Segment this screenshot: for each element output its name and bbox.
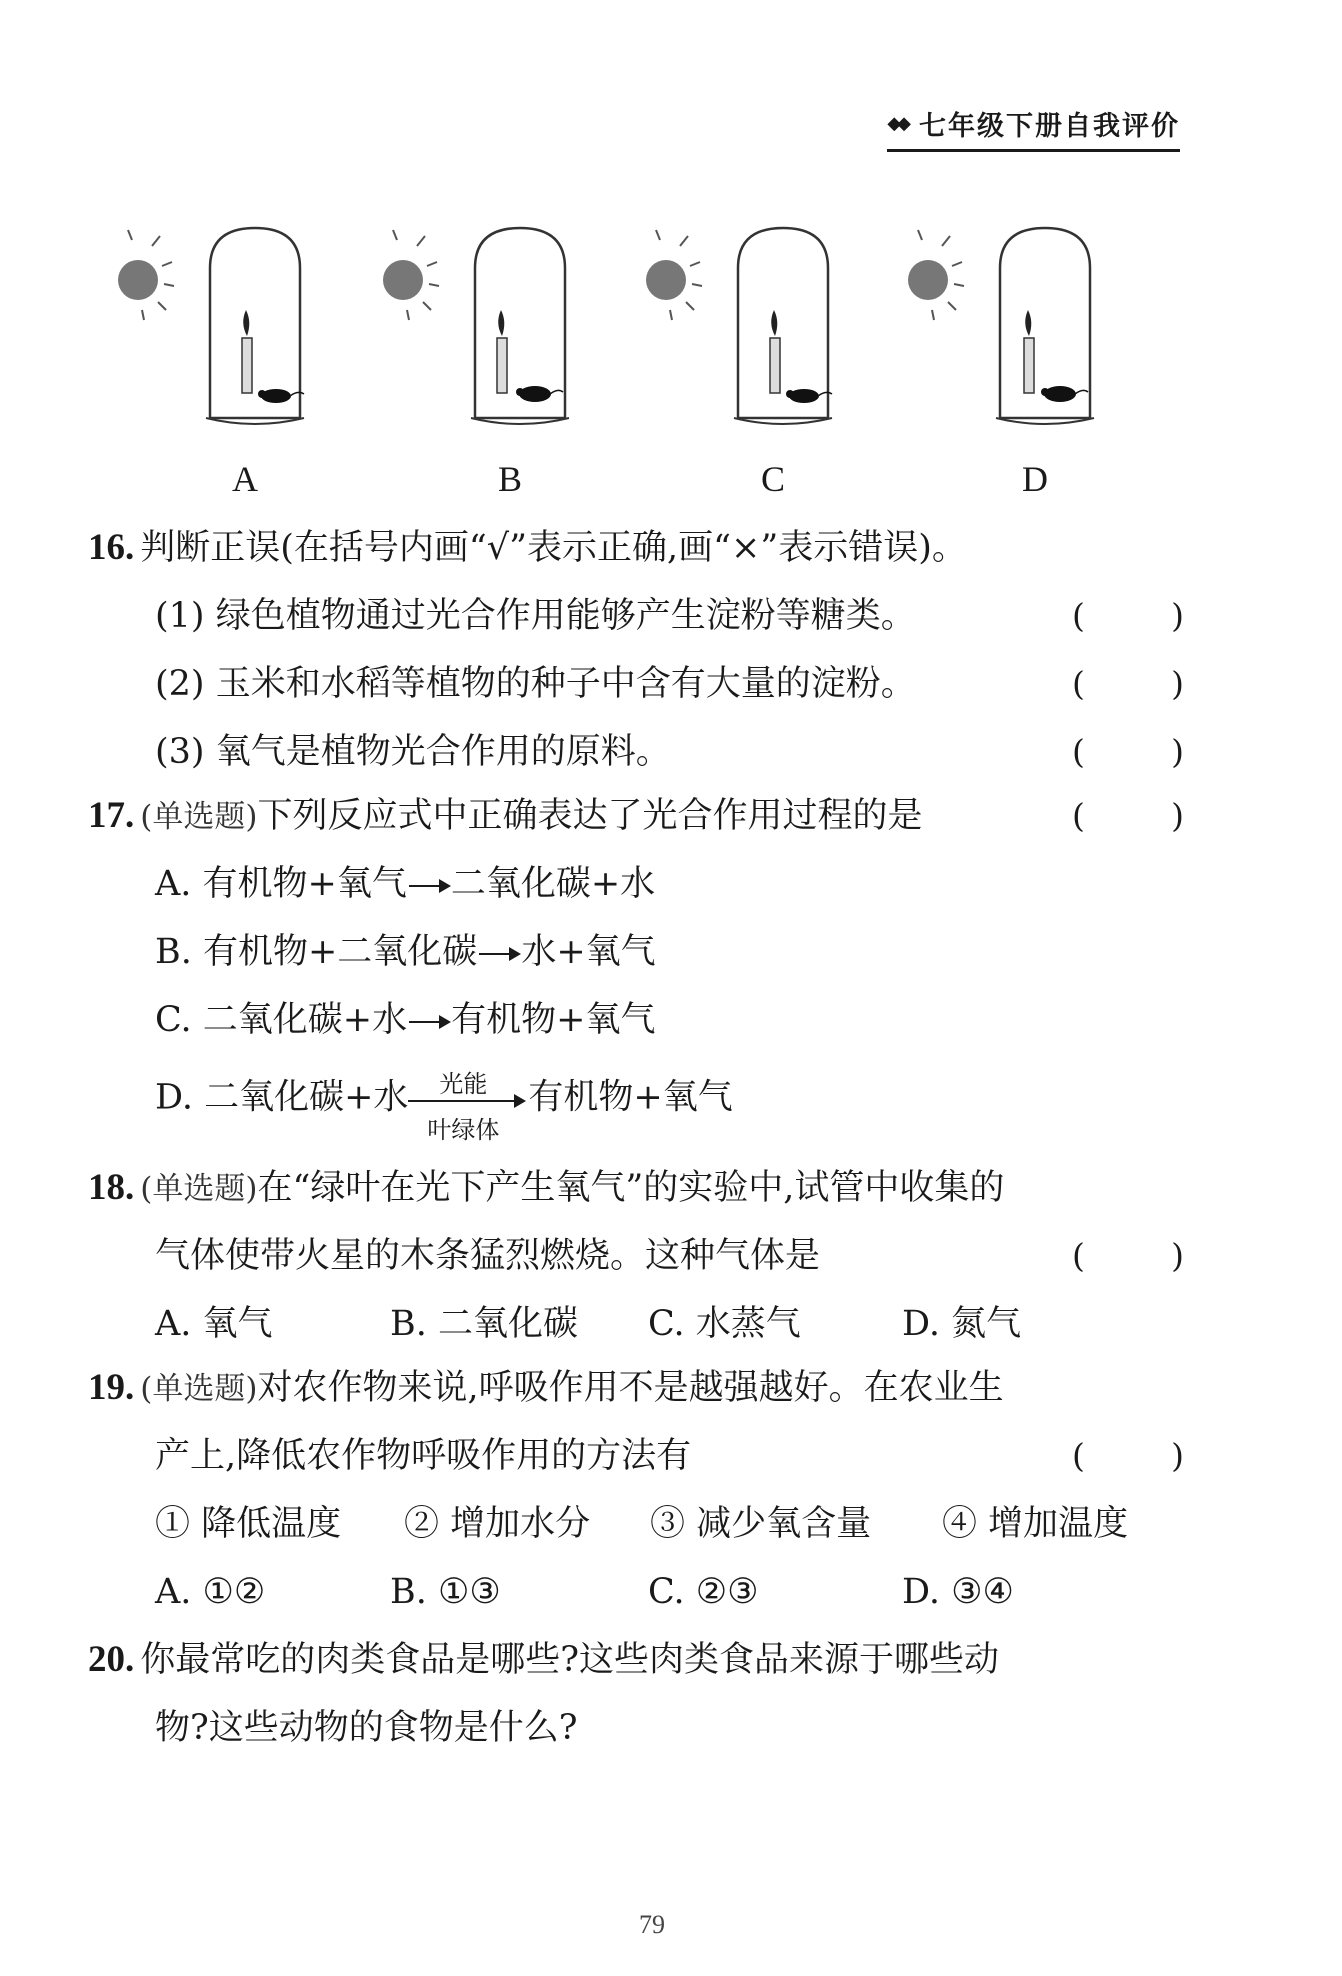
- condition-chloroplast: 叶绿体: [427, 1116, 500, 1144]
- question-stem-continued: 产上,降低农作物呼吸作用的方法有: [155, 1436, 692, 1476]
- question-20: [88, 1640, 999, 1680]
- option-a[interactable]: A. 有机物+氧气 二氧化碳+水: [155, 864, 656, 904]
- bell-jar-illustration: [110, 218, 340, 438]
- experiment-figures: [110, 218, 1190, 508]
- method-4: ④ 增加温度: [942, 1504, 1129, 1544]
- diamond-icon: ◆◆: [887, 113, 907, 134]
- answer-parens[interactable]: ( ): [1072, 796, 1184, 835]
- figure-label-a: A: [232, 459, 258, 499]
- arrow-icon: [409, 885, 449, 887]
- option-d[interactable]: D. 二氧化碳+水 光能 叶绿体 有机物+氧气: [155, 1064, 733, 1134]
- figure-label-b: B: [497, 459, 522, 499]
- question-number: 19.: [88, 1367, 135, 1408]
- condition-light: 光能: [439, 1070, 488, 1098]
- question-17: [88, 796, 922, 837]
- answer-parens[interactable]: ( ): [1072, 1436, 1184, 1475]
- option-c[interactable]: C. ②③: [648, 1572, 759, 1612]
- question-16: [88, 528, 967, 568]
- method-2: ② 增加水分: [404, 1504, 591, 1544]
- answer-parens[interactable]: ( ): [1072, 664, 1184, 703]
- question-type-tag: (单选题): [140, 799, 258, 835]
- question-stem: 在“绿叶在光下产生氧气”的实验中,试管中收集的: [257, 1168, 1005, 1208]
- question-number: 16.: [88, 527, 135, 568]
- bell-jar-illustration: [375, 218, 605, 438]
- option-b[interactable]: B. ①③: [390, 1572, 501, 1612]
- option-b[interactable]: B. 有机物+二氧化碳 水+氧气: [155, 932, 656, 972]
- sun-icon: [646, 230, 702, 320]
- sun-icon: [118, 230, 174, 320]
- reaction-arrow: [408, 1064, 528, 1144]
- figure-label-d: D: [1022, 459, 1048, 499]
- figure-b: [375, 218, 605, 508]
- question-18: [88, 1168, 1004, 1209]
- answer-parens[interactable]: ( ): [1072, 596, 1184, 635]
- arrow-icon: [408, 1100, 516, 1102]
- figure-label-c: C: [760, 459, 785, 499]
- question-stem-continued: 物?这些动物的食物是什么?: [155, 1708, 578, 1748]
- question-type-tag: (单选题): [140, 1371, 258, 1407]
- sun-icon: [908, 230, 964, 320]
- question-stem: 对农作物来说,呼吸作用不是越强越好。在农业生: [257, 1368, 1004, 1408]
- question-number: 17.: [88, 795, 135, 836]
- question-number: 18.: [88, 1167, 135, 1208]
- method-3: ③ 减少氧含量: [650, 1504, 872, 1544]
- option-d[interactable]: D. ③④: [902, 1572, 1014, 1612]
- arrow-icon: [479, 953, 519, 955]
- figure-a: [110, 218, 340, 508]
- answer-parens[interactable]: ( ): [1072, 1236, 1184, 1275]
- arrow-icon: [409, 1021, 449, 1023]
- figure-c: [638, 218, 868, 508]
- question-19: [88, 1368, 1004, 1409]
- statement-1: (1) 绿色植物通过光合作用能够产生淀粉等糖类。: [155, 596, 916, 636]
- statement-2: (2) 玉米和水稻等植物的种子中含有大量的淀粉。: [155, 664, 916, 704]
- option-d[interactable]: D. 氮气: [902, 1304, 1022, 1344]
- bell-jar-illustration: [638, 218, 868, 438]
- question-stem-continued: 气体使带火星的木条猛烈燃烧。这种气体是: [155, 1236, 821, 1276]
- answer-parens[interactable]: ( ): [1072, 732, 1184, 771]
- question-stem: 判断正误(在括号内画“√”表示正确,画“×”表示错误)。: [140, 528, 967, 568]
- statement-3: (3) 氧气是植物光合作用的原料。: [155, 732, 671, 772]
- method-1: ① 降低温度: [155, 1504, 342, 1544]
- option-c[interactable]: C. 二氧化碳+水 有机物+氧气: [155, 1000, 656, 1040]
- figure-d: [900, 218, 1130, 508]
- page-number: 79: [639, 1910, 665, 1939]
- option-c[interactable]: C. 水蒸气: [648, 1304, 801, 1344]
- header-title: 七年级下册自我评价: [919, 111, 1180, 142]
- section-header: [887, 104, 1180, 152]
- sun-icon: [383, 230, 439, 320]
- question-number: 20.: [88, 1639, 135, 1680]
- option-a[interactable]: A. 氧气: [155, 1304, 273, 1344]
- option-a[interactable]: A. ①②: [155, 1572, 266, 1612]
- question-stem: 你最常吃的肉类食品是哪些?这些肉类食品来源于哪些动: [140, 1640, 1000, 1680]
- question-type-tag: (单选题): [140, 1171, 258, 1207]
- question-stem: 下列反应式中正确表达了光合作用过程的是: [257, 796, 923, 836]
- option-b[interactable]: B. 二氧化碳: [390, 1304, 578, 1344]
- bell-jar-illustration: [900, 218, 1130, 438]
